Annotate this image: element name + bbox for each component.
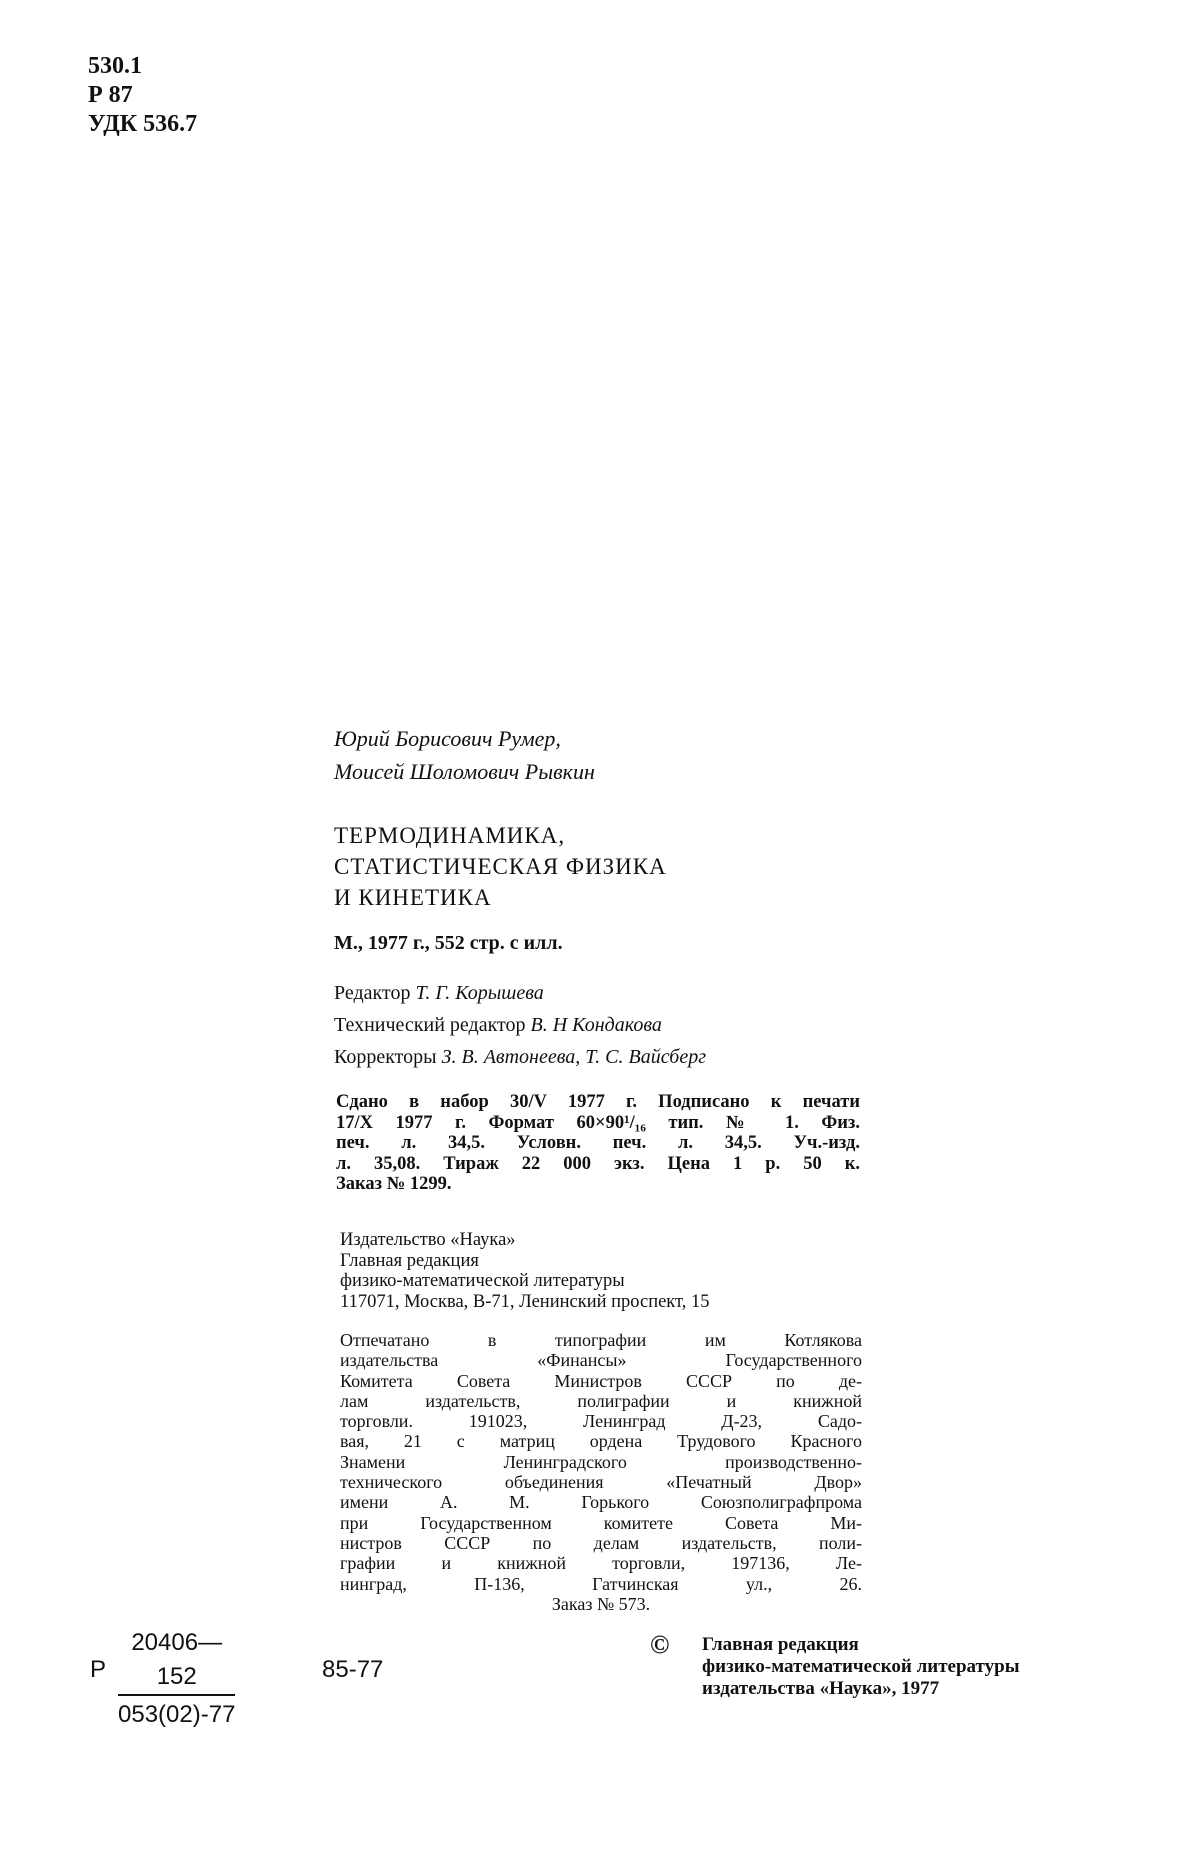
typography-line: вая, 21 с матриц ордена Трудового Красного: [340, 1431, 862, 1452]
authors-block: [334, 722, 595, 788]
staff-role: Редактор: [334, 982, 411, 1004]
typography-line: нинград, П-136, Гатчинская ул., 26.: [340, 1573, 862, 1594]
copyright-line: издательства «Наука», 1977: [702, 1678, 940, 1699]
publication-info: М., 1977 г., 552 стр. с илл.: [334, 932, 563, 954]
publisher-line: Издательство «Наука»: [340, 1230, 516, 1250]
title-line: И КИНЕТИКА: [334, 885, 492, 910]
copyright-line: физико-математической литературы: [702, 1656, 1020, 1677]
publisher-line: Главная редакция: [340, 1250, 479, 1271]
staff-role: Технический редактор: [334, 1014, 526, 1036]
publisher-line: 117071, Москва, В-71, Ленинский проспект, 15: [340, 1291, 710, 1312]
author-line: Юрий Борисович Румер,: [334, 726, 561, 751]
printing-line: л. 35,08. Тираж 22 000 экз. Цена 1 р. 50 к.: [336, 1153, 860, 1174]
typography-line: технического объединения «Печатный Двор»: [340, 1472, 862, 1493]
typography-line: Отпечатано в типографии им Котлякова: [340, 1330, 862, 1350]
staff-line: [334, 1041, 706, 1073]
author-line: Моисей Шоломович Рывкин: [334, 759, 595, 784]
code-suffix: 85-77: [322, 1656, 384, 1683]
typography-line: Знамени Ленинградского производственно-: [340, 1451, 862, 1472]
typography-line: торговли. 191023, Ленинград Д-23, Садо-: [340, 1411, 862, 1432]
publisher-line: физико-математической литературы: [340, 1271, 625, 1291]
staff-name: В. Н Кондакова: [530, 1014, 662, 1036]
code-fraction: [118, 1626, 235, 1732]
copyright-icon: ©: [650, 1630, 670, 1659]
printing-line: 17/X 1977 г. Формат 60×90¹/₁₆ тип. № 1. Физ.: [336, 1112, 860, 1133]
title-line: ТЕРМОДИНАМИКА,: [334, 823, 566, 848]
title-line: СТАТИСТИЧЕСКАЯ ФИЗИКА: [334, 854, 667, 879]
staff-name: Т. Г. Корышева: [415, 982, 544, 1004]
typography-info: [340, 1330, 862, 1614]
printing-details: [336, 1092, 860, 1195]
staff-role: Корректоры: [334, 1046, 437, 1068]
copyright-line: Главная редакция: [702, 1634, 859, 1655]
staff-line: [334, 977, 706, 1009]
publisher-info: [340, 1230, 710, 1312]
book-title: [334, 820, 667, 913]
staff-line: [334, 1009, 706, 1041]
typography-line: Комитета Совета Министров СССР по де-: [340, 1370, 862, 1391]
typography-line: имени А. М. Горького Союзполиграфпрома: [340, 1492, 862, 1513]
printing-line: печ. л. 34,5. Условн. печ. л. 34,5. Уч.-изд.: [336, 1133, 860, 1153]
editorial-staff: [334, 977, 706, 1073]
staff-name: З. В. Автонеева, Т. С. Вайсберг: [441, 1046, 707, 1068]
typography-line: Заказ № 573.: [551, 1593, 651, 1614]
code-numerator: 20406—152: [118, 1626, 235, 1696]
author-mark: Р 87: [88, 82, 133, 108]
bbk-index: 530.1: [88, 53, 142, 79]
typography-line: нистров СССР по делам издательств, поли-: [340, 1532, 862, 1553]
typography-line: графии и книжной торговли, 197136, Ле-: [340, 1553, 862, 1574]
typography-line: лам издательств, полиграфии и книжной: [340, 1390, 862, 1411]
code-denominator: 053(02)-77: [118, 1701, 236, 1728]
printing-line: Заказ № 1299.: [336, 1174, 452, 1194]
printing-line: Сдано в набор 30/V 1977 г. Подписано к печати: [336, 1092, 860, 1112]
typography-line: при Государственном комитете Совета Ми-: [340, 1512, 862, 1533]
typography-line: издательства «Финансы» Государственного: [340, 1350, 862, 1371]
copyright-text: [702, 1634, 1020, 1700]
classification-block: [88, 52, 197, 139]
code-prefix: Р: [90, 1656, 107, 1683]
udc-index: УДК 536.7: [88, 111, 198, 137]
